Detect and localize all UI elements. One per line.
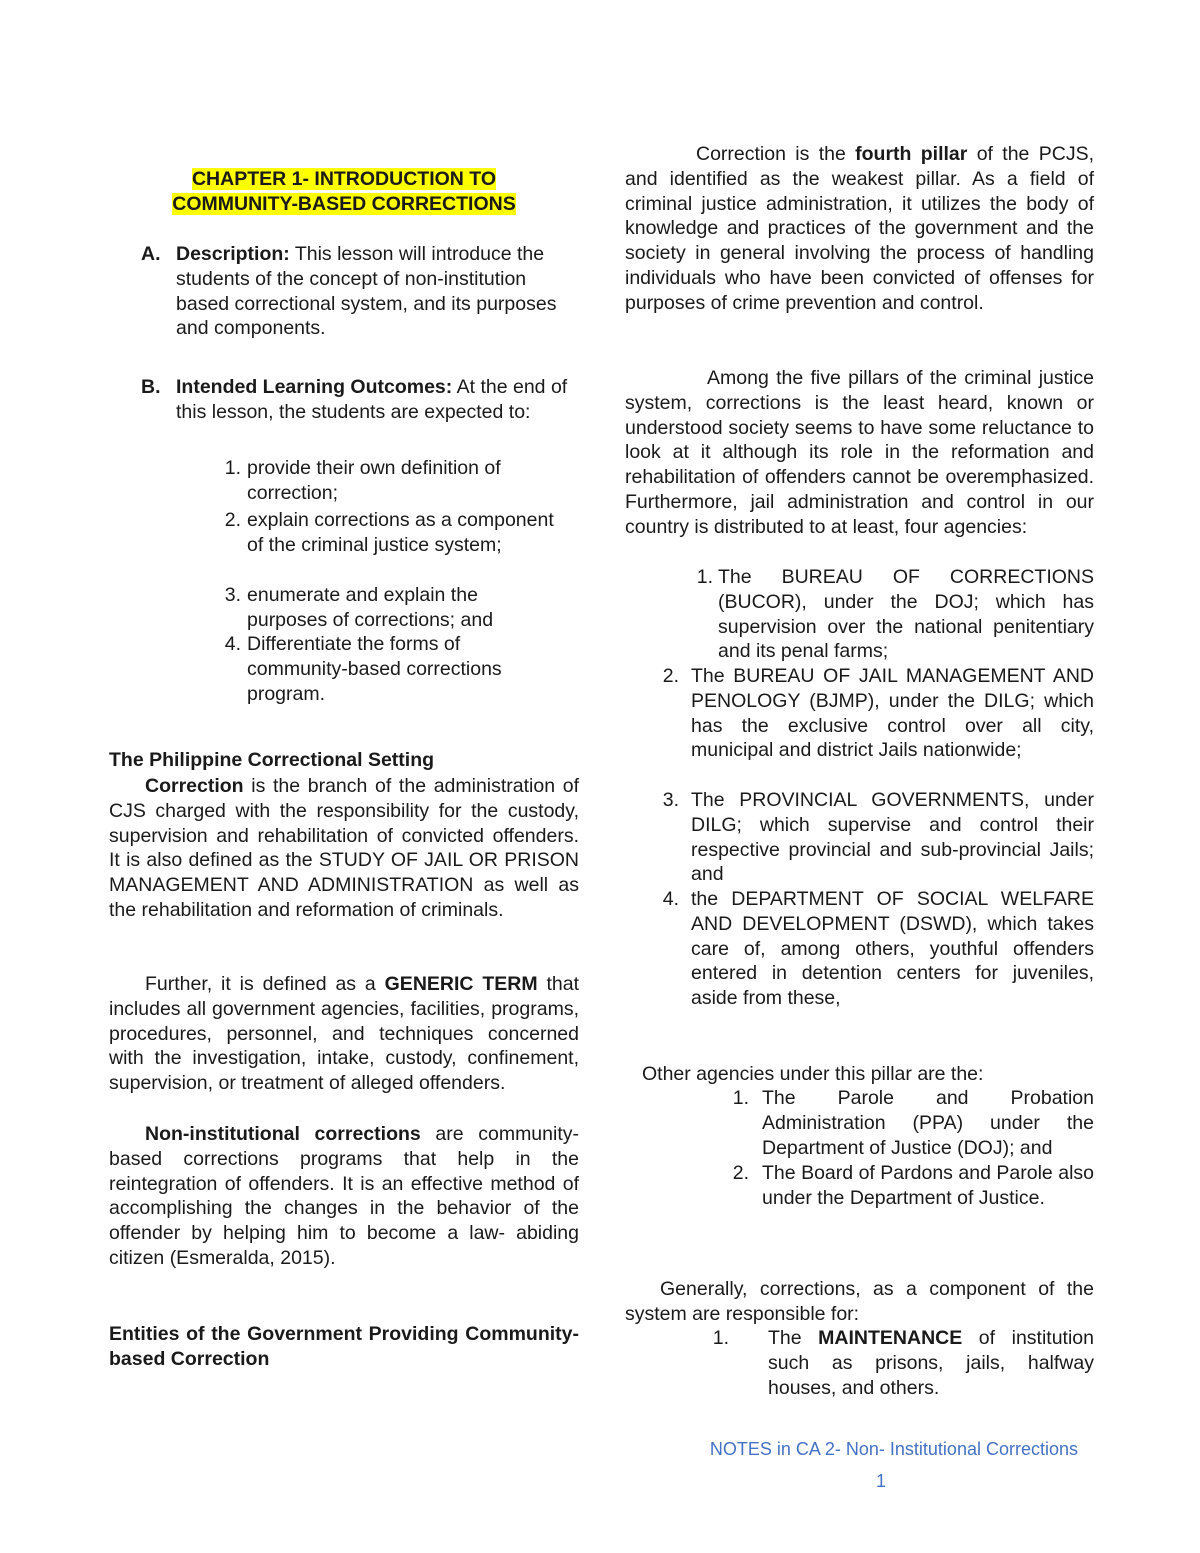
section-b-label: B. xyxy=(141,376,161,398)
entities-heading: Entities of the Government Providing Community-based Correction xyxy=(109,1323,579,1370)
maintenance-text: The MAINTENANCE of institution such as prisons, jails, halfway houses, and others. xyxy=(768,1327,1094,1399)
chapter-title-line-1: CHAPTER 1- INTRODUCTION TO xyxy=(191,168,497,190)
chapter-title-line-2: COMMUNITY-BASED CORRECTIONS xyxy=(172,193,516,215)
generic-term-paragraph: Further, it is defined as a GENERIC TERM that includes all government agencies, facilities, programs, procedures, personnel, and techniques concerned with the investigation, intake, custody, confinement, supervision, or treatment of alleged offenders. xyxy=(109,973,579,1095)
five-pillars-paragraph: Among the five pillars of the criminal justice system, corrections is the least heard, known or understood society seems to have some reluctance to look at it although its role in the reformation and rehabilitation of offenders cannot be overemphasized. Furthermore, jail administration and control in our country is distributed to at least, four agencies: xyxy=(625,367,1094,538)
setting-heading: The Philippine Correctional Setting xyxy=(109,749,435,771)
page-number: 1 xyxy=(875,1471,886,1491)
generally-paragraph: Generally, corrections, as a component of the system are responsible for: xyxy=(625,1278,1094,1325)
section-b-text: Intended Learning Outcomes: At the end of this lesson, the students are expected to: xyxy=(176,376,568,423)
section-a-label: A. xyxy=(141,243,161,265)
footer-title: NOTES in CA 2- Non- Institutional Corrections xyxy=(709,1439,1078,1459)
correction-paragraph: Correction is the branch of the administration of CJS charged with the responsibility for the custody, supervision and rehabilitation of convicted offenders. It is also defined as the STUDY OF JAIL OR PRISON MANAGEMENT AND ADMINISTRATION as well as the rehabilitation and reformation of criminals. xyxy=(109,775,579,921)
other-agencies-intro: Other agencies under this pillar are the: xyxy=(642,1063,984,1085)
non-institutional-paragraph: Non-institutional corrections are community-based corrections programs that help in the reintegration of offenders. It is an effective method of accomplishing the changes in the behavior of the offender by helping him to become a law- abiding citizen (Esmeralda, 2015). xyxy=(109,1123,579,1269)
fourth-pillar-paragraph: Correction is the fourth pillar of the PCJS, and identified as the weakest pillar. As a field of criminal justice administration, it utilizes the body of knowledge and practices of the government and the society in general involving the process of handling individuals who have been convicted of offenses for purposes of crime prevention and control. xyxy=(625,143,1094,314)
section-a-text: Description: This lesson will introduce the students of the concept of non-institution based correctional system, and its purposes and components. xyxy=(176,243,557,340)
